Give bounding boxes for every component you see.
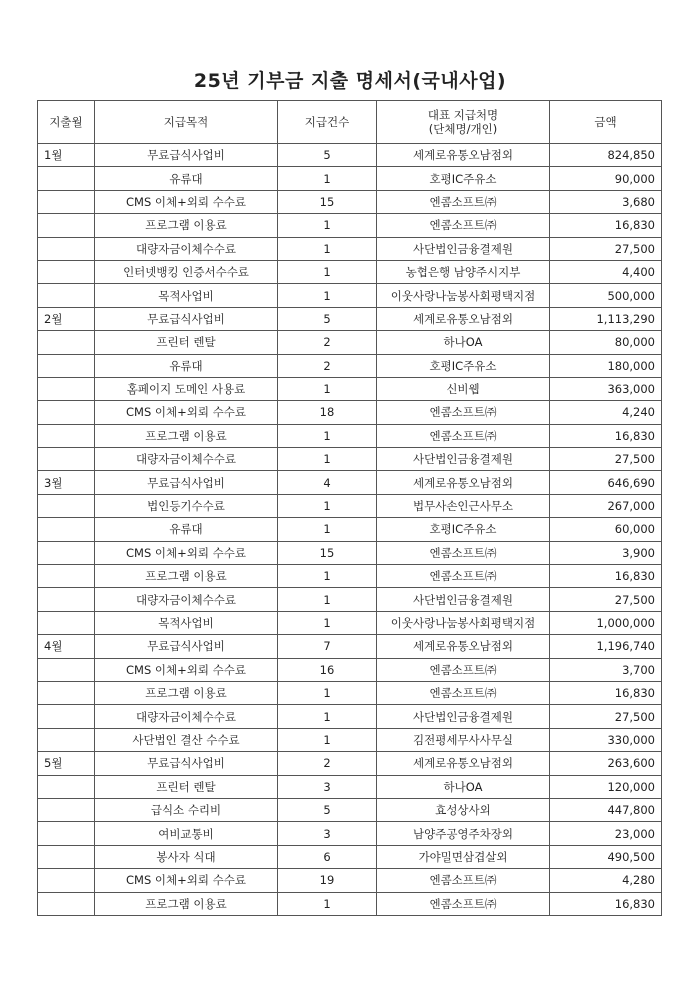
month-cell <box>38 190 95 213</box>
table-row <box>38 869 662 892</box>
month-cell <box>38 892 95 915</box>
payee-cell: 세계로유통오남점외 <box>377 307 550 330</box>
month-cell: 4월 <box>38 635 95 658</box>
header-amount: 금액 <box>550 101 662 144</box>
month-cell <box>38 775 95 798</box>
amount-cell: 4,280 <box>550 869 662 892</box>
table-row <box>38 541 662 564</box>
month-cell <box>38 448 95 471</box>
table-row <box>38 611 662 634</box>
amount-cell: 80,000 <box>550 331 662 354</box>
amount-cell: 490,500 <box>550 845 662 868</box>
purpose-cell: 프로그램 이용료 <box>95 565 278 588</box>
count-cell: 19 <box>278 869 377 892</box>
table-row <box>38 237 662 260</box>
count-cell: 1 <box>278 424 377 447</box>
month-cell <box>38 728 95 751</box>
header-month: 지출월 <box>38 101 95 144</box>
month-cell: 3월 <box>38 471 95 494</box>
amount-cell: 646,690 <box>550 471 662 494</box>
count-cell: 1 <box>278 892 377 915</box>
payee-cell: 엔콤소프트㈜ <box>377 658 550 681</box>
count-cell: 18 <box>278 401 377 424</box>
header-payee <box>377 101 550 144</box>
count-cell: 1 <box>278 237 377 260</box>
month-cell <box>38 401 95 424</box>
purpose-cell: 무료급식사업비 <box>95 635 278 658</box>
purpose-cell: 프로그램 이용료 <box>95 214 278 237</box>
amount-cell: 3,900 <box>550 541 662 564</box>
table-row <box>38 752 662 775</box>
count-cell: 1 <box>278 377 377 400</box>
table-row <box>38 798 662 821</box>
amount-cell: 120,000 <box>550 775 662 798</box>
table-row <box>38 635 662 658</box>
month-cell <box>38 588 95 611</box>
table-row <box>38 658 662 681</box>
document-title: 25년 기부금 지출 명세서(국내사업) <box>193 70 507 92</box>
month-cell <box>38 705 95 728</box>
amount-cell: 27,500 <box>550 237 662 260</box>
count-cell: 15 <box>278 190 377 213</box>
count-cell: 5 <box>278 144 377 167</box>
amount-cell: 16,830 <box>550 681 662 704</box>
payee-cell: 효성상사외 <box>377 798 550 821</box>
table-row <box>38 822 662 845</box>
amount-cell: 27,500 <box>550 705 662 728</box>
count-cell: 1 <box>278 611 377 634</box>
count-cell: 6 <box>278 845 377 868</box>
payee-cell: 세계로유통오남점외 <box>377 635 550 658</box>
amount-cell: 4,240 <box>550 401 662 424</box>
table-row <box>38 728 662 751</box>
payee-cell: 세계로유통오남점외 <box>377 752 550 775</box>
amount-cell: 1,113,290 <box>550 307 662 330</box>
payee-cell: 호평IC주유소 <box>377 518 550 541</box>
month-cell <box>38 284 95 307</box>
amount-cell: 363,000 <box>550 377 662 400</box>
purpose-cell: 무료급식사업비 <box>95 752 278 775</box>
payee-cell: 신비웹 <box>377 377 550 400</box>
month-cell <box>38 214 95 237</box>
payee-cell: 하나OA <box>377 331 550 354</box>
payee-cell: 법무사손인근사무소 <box>377 494 550 517</box>
amount-cell: 1,196,740 <box>550 635 662 658</box>
month-cell <box>38 424 95 447</box>
table-row <box>38 588 662 611</box>
count-cell: 1 <box>278 284 377 307</box>
payee-cell: 엔콤소프트㈜ <box>377 424 550 447</box>
count-cell: 1 <box>278 448 377 471</box>
count-cell: 1 <box>278 260 377 283</box>
month-cell <box>38 798 95 821</box>
table-row <box>38 354 662 377</box>
payee-cell: 엔콤소프트㈜ <box>377 681 550 704</box>
count-cell: 3 <box>278 822 377 845</box>
table-row <box>38 190 662 213</box>
count-cell: 1 <box>278 588 377 611</box>
month-cell: 5월 <box>38 752 95 775</box>
purpose-cell: 대량자금이체수수료 <box>95 448 278 471</box>
count-cell: 1 <box>278 728 377 751</box>
table-row <box>38 377 662 400</box>
payee-cell: 엔콤소프트㈜ <box>377 214 550 237</box>
count-cell: 2 <box>278 354 377 377</box>
expense-table <box>37 100 662 916</box>
purpose-cell: 프린터 렌탈 <box>95 775 278 798</box>
amount-cell: 16,830 <box>550 424 662 447</box>
amount-cell: 27,500 <box>550 448 662 471</box>
amount-cell: 180,000 <box>550 354 662 377</box>
payee-cell: 김전평세무사사무실 <box>377 728 550 751</box>
purpose-cell: 프로그램 이용료 <box>95 681 278 704</box>
amount-cell: 23,000 <box>550 822 662 845</box>
purpose-cell: 무료급식사업비 <box>95 144 278 167</box>
count-cell: 4 <box>278 471 377 494</box>
count-cell: 1 <box>278 565 377 588</box>
payee-cell: 엔콤소프트㈜ <box>377 565 550 588</box>
purpose-cell: 인터넷뱅킹 인증서수수료 <box>95 260 278 283</box>
count-cell: 1 <box>278 518 377 541</box>
payee-cell: 하나OA <box>377 775 550 798</box>
count-cell: 15 <box>278 541 377 564</box>
payee-cell: 엔콤소프트㈜ <box>377 190 550 213</box>
payee-cell: 사단법인금융결제원 <box>377 448 550 471</box>
count-cell: 1 <box>278 705 377 728</box>
month-cell <box>38 822 95 845</box>
month-cell: 1월 <box>38 144 95 167</box>
payee-cell: 호평IC주유소 <box>377 167 550 190</box>
month-cell <box>38 658 95 681</box>
payee-cell: 엔콤소프트㈜ <box>377 401 550 424</box>
purpose-cell: 홈페이지 도메인 사용료 <box>95 377 278 400</box>
payee-cell: 이웃사랑나눔봉사회평택지점 <box>377 611 550 634</box>
table-row <box>38 681 662 704</box>
payee-cell: 엔콤소프트㈜ <box>377 541 550 564</box>
month-cell <box>38 260 95 283</box>
purpose-cell: 사단법인 결산 수수료 <box>95 728 278 751</box>
amount-cell: 1,000,000 <box>550 611 662 634</box>
table-row <box>38 331 662 354</box>
payee-cell: 사단법인금융결제원 <box>377 705 550 728</box>
header-payee-line1: 대표 지급처명 <box>427 108 499 122</box>
table-header-row <box>38 101 662 144</box>
count-cell: 5 <box>278 798 377 821</box>
purpose-cell: 유류대 <box>95 518 278 541</box>
purpose-cell: CMS 이체+외뢰 수수료 <box>95 869 278 892</box>
amount-cell: 500,000 <box>550 284 662 307</box>
purpose-cell: 여비교통비 <box>95 822 278 845</box>
purpose-cell: 무료급식사업비 <box>95 307 278 330</box>
payee-cell: 세계로유통오남점외 <box>377 471 550 494</box>
purpose-cell: CMS 이체+외뢰 수수료 <box>95 401 278 424</box>
month-cell <box>38 377 95 400</box>
table-row <box>38 307 662 330</box>
table-body <box>38 144 662 916</box>
count-cell: 2 <box>278 752 377 775</box>
payee-cell: 남양주공영주차장외 <box>377 822 550 845</box>
payee-cell: 엔콤소프트㈜ <box>377 892 550 915</box>
count-cell: 2 <box>278 331 377 354</box>
month-cell <box>38 494 95 517</box>
count-cell: 5 <box>278 307 377 330</box>
purpose-cell: 유류대 <box>95 354 278 377</box>
table-row <box>38 424 662 447</box>
month-cell <box>38 167 95 190</box>
month-cell <box>38 845 95 868</box>
count-cell: 3 <box>278 775 377 798</box>
month-cell <box>38 518 95 541</box>
table-row <box>38 471 662 494</box>
amount-cell: 447,800 <box>550 798 662 821</box>
purpose-cell: 법인등기수수료 <box>95 494 278 517</box>
purpose-cell: 대량자금이체수수료 <box>95 705 278 728</box>
table-row <box>38 705 662 728</box>
table-row <box>38 167 662 190</box>
amount-cell: 16,830 <box>550 214 662 237</box>
table-row <box>38 518 662 541</box>
payee-cell: 세계로유통오남점외 <box>377 144 550 167</box>
amount-cell: 16,830 <box>550 892 662 915</box>
amount-cell: 263,600 <box>550 752 662 775</box>
payee-cell: 이웃사랑나눔봉사회평택지점 <box>377 284 550 307</box>
month-cell <box>38 354 95 377</box>
amount-cell: 267,000 <box>550 494 662 517</box>
amount-cell: 3,700 <box>550 658 662 681</box>
purpose-cell: 목적사업비 <box>95 611 278 634</box>
amount-cell: 4,400 <box>550 260 662 283</box>
purpose-cell: 프로그램 이용료 <box>95 424 278 447</box>
table-row <box>38 214 662 237</box>
count-cell: 16 <box>278 658 377 681</box>
table-row <box>38 565 662 588</box>
month-cell <box>38 869 95 892</box>
amount-cell: 60,000 <box>550 518 662 541</box>
month-cell <box>38 565 95 588</box>
table-row <box>38 401 662 424</box>
purpose-cell: 프린터 렌탈 <box>95 331 278 354</box>
table-row <box>38 494 662 517</box>
purpose-cell: 프로그램 이용료 <box>95 892 278 915</box>
purpose-cell: 급식소 수리비 <box>95 798 278 821</box>
table-row <box>38 892 662 915</box>
count-cell: 1 <box>278 494 377 517</box>
amount-cell: 330,000 <box>550 728 662 751</box>
payee-cell: 엔콤소프트㈜ <box>377 869 550 892</box>
payee-cell: 호평IC주유소 <box>377 354 550 377</box>
month-cell <box>38 541 95 564</box>
purpose-cell: 무료급식사업비 <box>95 471 278 494</box>
count-cell: 7 <box>278 635 377 658</box>
amount-cell: 27,500 <box>550 588 662 611</box>
header-payee-line2: (단체명/개인) <box>428 122 498 136</box>
purpose-cell: 유류대 <box>95 167 278 190</box>
table-row <box>38 845 662 868</box>
payee-cell: 사단법인금융결제원 <box>377 237 550 260</box>
purpose-cell: 봉사자 식대 <box>95 845 278 868</box>
header-count: 지급건수 <box>278 101 377 144</box>
amount-cell: 90,000 <box>550 167 662 190</box>
table-row <box>38 448 662 471</box>
table-row <box>38 260 662 283</box>
month-cell <box>38 237 95 260</box>
payee-cell: 농협은행 남양주시지부 <box>377 260 550 283</box>
count-cell: 1 <box>278 681 377 704</box>
amount-cell: 16,830 <box>550 565 662 588</box>
table-row <box>38 775 662 798</box>
purpose-cell: CMS 이체+외뢰 수수료 <box>95 190 278 213</box>
count-cell: 1 <box>278 214 377 237</box>
purpose-cell: CMS 이체+외뢰 수수료 <box>95 541 278 564</box>
amount-cell: 3,680 <box>550 190 662 213</box>
purpose-cell: CMS 이체+외뢰 수수료 <box>95 658 278 681</box>
table-row <box>38 144 662 167</box>
header-purpose: 지급목적 <box>95 101 278 144</box>
amount-cell: 824,850 <box>550 144 662 167</box>
month-cell <box>38 611 95 634</box>
month-cell <box>38 331 95 354</box>
payee-cell: 사단법인금융결제원 <box>377 588 550 611</box>
purpose-cell: 대량자금이체수수료 <box>95 237 278 260</box>
table-row <box>38 284 662 307</box>
month-cell <box>38 681 95 704</box>
payee-cell: 가야밀면삼겹살외 <box>377 845 550 868</box>
purpose-cell: 목적사업비 <box>95 284 278 307</box>
count-cell: 1 <box>278 167 377 190</box>
purpose-cell: 대량자금이체수수료 <box>95 588 278 611</box>
month-cell: 2월 <box>38 307 95 330</box>
